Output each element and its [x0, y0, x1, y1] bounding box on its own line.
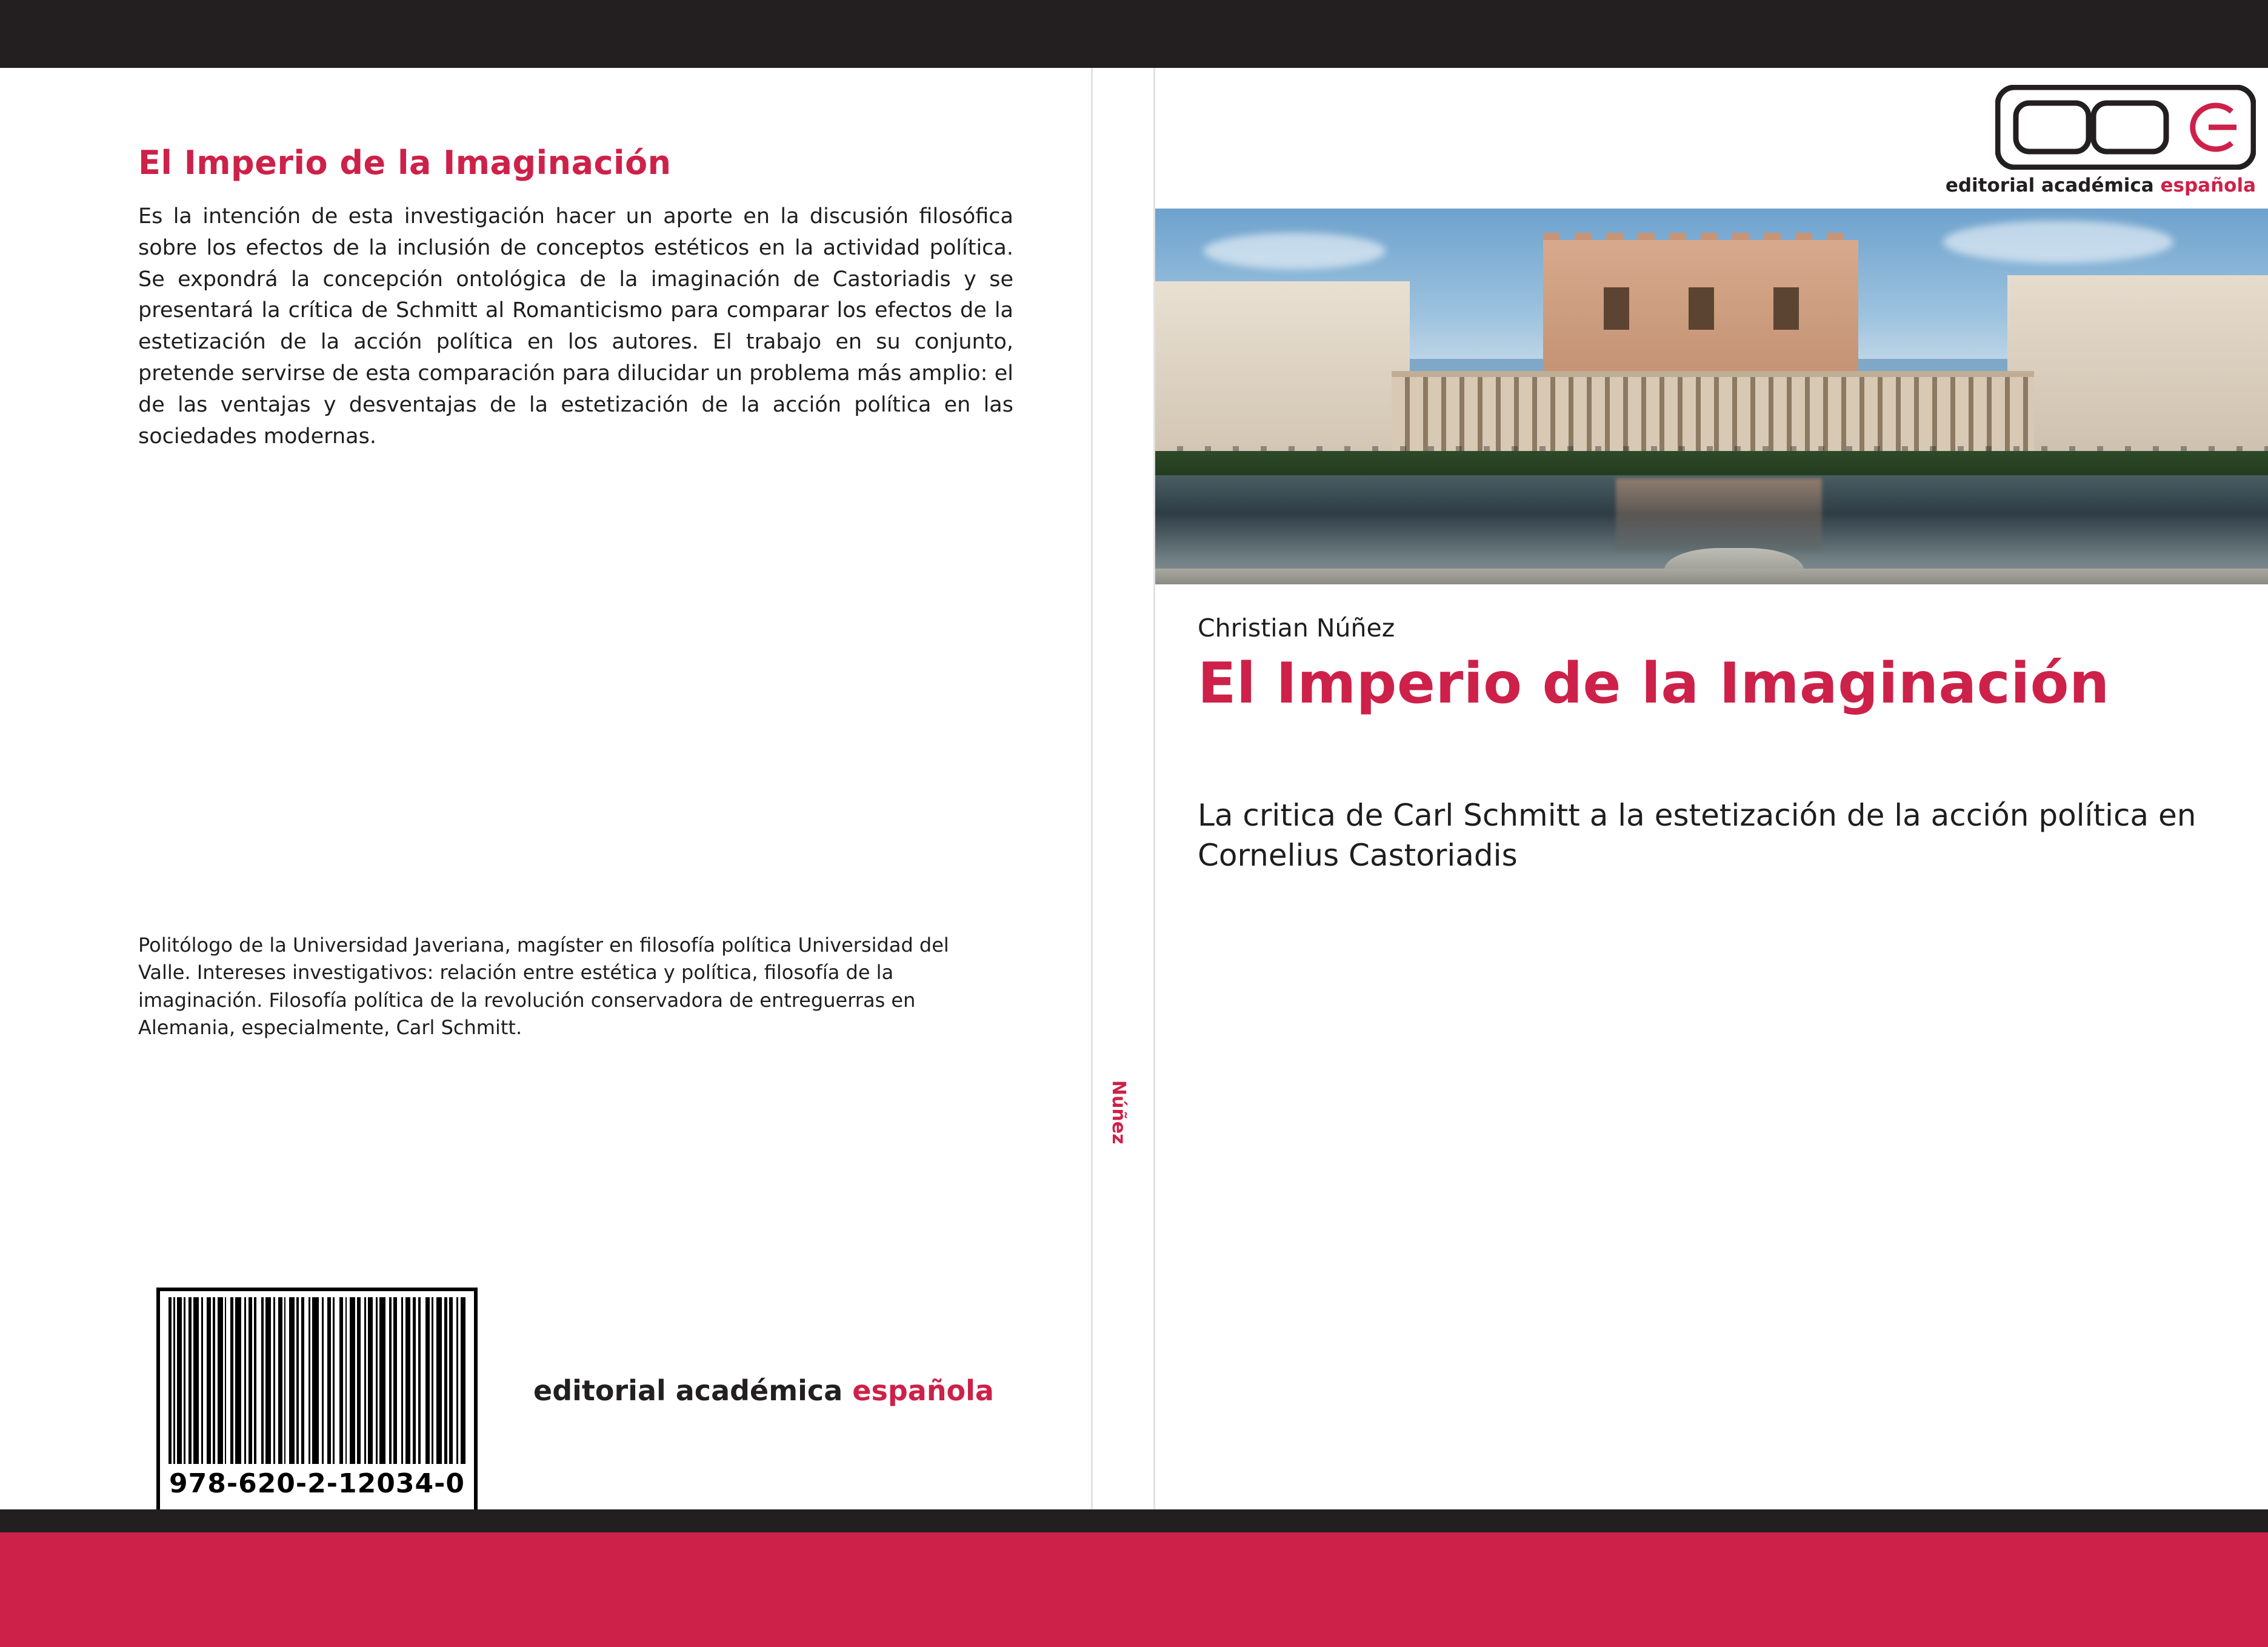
front-cover-title: El Imperio de la Imaginación: [1198, 650, 2110, 716]
bottom-dark-band: [0, 1509, 2268, 1532]
back-cover: [0, 68, 1091, 1509]
publisher-name-part2: española: [852, 1374, 994, 1407]
photo-paving: [1155, 569, 2268, 584]
barcode: [156, 1288, 478, 1527]
cover-photo: [1155, 209, 2268, 584]
spine-title: [1123, 0, 1147, 504]
eae-logo-icon: [1995, 85, 2256, 170]
publisher-name-back: [533, 1374, 994, 1407]
photo-tower-window: [1773, 287, 1799, 330]
back-cover-title: El Imperio de la Imaginación: [138, 144, 672, 182]
publisher-logo: [1873, 85, 2261, 206]
front-cover-author: Christian Núñez: [1198, 613, 1395, 643]
front-cover-subtitle: La critica de Carl Schmitt a la estetización de la acción política en Cornelius Castoriadis: [1198, 798, 2196, 873]
spine-author: Núñez: [1108, 1080, 1129, 1144]
photo-arcade: [1392, 371, 2034, 456]
photo-tower-window: [1689, 287, 1714, 330]
author-biography: Politólogo de la Universidad Javeriana, magíster en filosofía política Universidad del Valle. Intereses investigativos: relación entre estética y política, filosofía de la imaginación. Filosofía política de la revolución conservadora de entreguerras en Alemania, especialmente, Carl Schmitt.: [138, 934, 949, 1040]
back-cover-blurb: Es la intención de esta investigación hacer un aporte en la discusión filosófica sobre los efectos de la inclusión de conceptos estéticos en la actividad política. Se expondrá la concepción ontológica de la imaginación de Castoriadis y se presentará la crítica de Schmitt al Romanticismo para comparar los efectos de la estetización de la acción política en los autores. El trabajo en su conjunto, pretende servirse de esta comparación para dilucidar un problema más amplio: el de las ventajas y desventajas de la estetización de la acción política en las sociedades modernas.: [138, 204, 1013, 449]
publisher-name-part1: editorial académica: [533, 1374, 853, 1407]
publisher-logo-caption: [1873, 175, 2256, 196]
logo-caption-part1: editorial académica: [1945, 175, 2161, 196]
book-spine: [1091, 68, 1155, 1509]
photo-tower-window: [1604, 287, 1629, 330]
photo-pool-reflection: [1616, 478, 1822, 551]
isbn-number: 978-620-2-12034-0: [168, 1468, 465, 1499]
photo-cloud: [1943, 221, 2173, 263]
front-cover: [1155, 68, 2268, 1509]
barcode-bars: [160, 1291, 474, 1464]
photo-cloud: [1204, 233, 1386, 269]
bottom-red-band: [0, 1532, 2268, 1647]
logo-caption-part2: española: [2160, 175, 2256, 196]
